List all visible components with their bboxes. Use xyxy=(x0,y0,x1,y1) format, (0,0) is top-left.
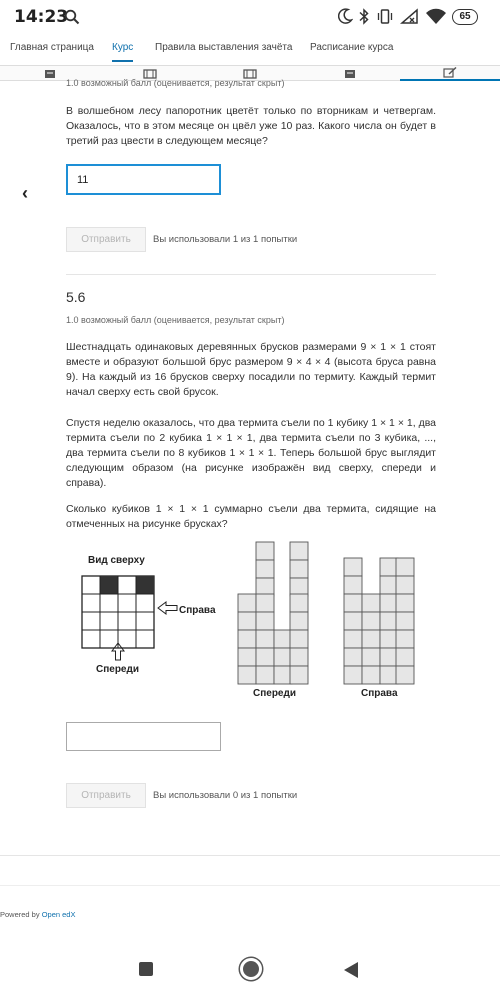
status-bar xyxy=(0,0,500,36)
problem-paragraph-3: Сколько кубиков 1 × 1 × 1 суммарно съели два термита, сидящие на отмеченных на рисунке брусках? xyxy=(66,503,436,530)
right-arrow-icon xyxy=(158,602,177,614)
submit-button[interactable]: Отправить xyxy=(66,783,146,808)
right-arrow-label: Справа xyxy=(179,605,216,616)
problem-paragraph-2: Спустя неделю оказалось, что два термита съели по 1 кубику 1 × 1 × 1, два термита съели по 2 кубика 1 × 1 × 1, два термита съели по 3 кубика, ..., два термита съели по 8 кубиков 1 × 1 × 1. Теперь большой брус выглядит следующим образом (на рисунке изображён вид сверху, спереди и справа). xyxy=(66,417,436,489)
prev-problem-points: 1.0 возможный балл (оценивается, результат скрыт) xyxy=(66,78,285,88)
prev-answer-input[interactable]: 11 xyxy=(66,164,221,195)
course-nav-tabs xyxy=(0,38,500,60)
prev-problem-question: В волшебном лесу папоротник цветёт только по вторникам и четвергам. Оказалось, что в этом месяце он цвёл уже 10 раз. Какого числа он будет в третий раз цвести в следующем месяце? xyxy=(66,105,436,147)
marked-cell xyxy=(136,576,154,594)
problem-paragraph-1: Шестнадцать одинаковых деревянных брусков размерами 9 × 1 × 1 стоят вместе и образуют большой брус размером 9 × 4 × 4 (высота бруса равна 9). На каждый из 16 брусков сверху посадили по термиту. Каждый термит начал сверху есть свой брусок. xyxy=(66,341,436,398)
prev-submit-button[interactable]: Отправить xyxy=(66,227,146,252)
powered-by-text: Powered by xyxy=(0,910,42,919)
vibrate-icon xyxy=(377,8,393,25)
content-bottom-divider xyxy=(0,855,500,856)
search-icon xyxy=(64,9,80,25)
footer-divider xyxy=(0,885,500,886)
problem-points: 1.0 возможный балл (оценивается, результат скрыт) xyxy=(66,315,285,325)
top-view-grid xyxy=(82,576,154,648)
prev-attempts-text: Вы использовали 1 из 1 попытки xyxy=(153,234,298,245)
tab-home[interactable]: Главная страница xyxy=(10,42,94,53)
problem-figure xyxy=(70,536,440,706)
recent-apps-icon[interactable] xyxy=(139,962,153,976)
footer-powered-by xyxy=(0,910,75,919)
bluetooth-icon xyxy=(358,8,370,25)
book-icon xyxy=(344,69,356,79)
tab-grading-rules[interactable]: Правила выставления зачёта xyxy=(155,42,293,53)
signal-x-icon xyxy=(400,8,418,25)
front-view xyxy=(238,542,308,684)
front-arrow-label: Спереди xyxy=(96,664,139,675)
battery-indicator: 65 xyxy=(452,9,478,25)
tab-course[interactable]: Курс xyxy=(112,42,134,53)
sequence-item-5[interactable] xyxy=(400,66,500,81)
sequence-item-4[interactable] xyxy=(300,66,400,81)
tab-schedule[interactable]: Расписание курса xyxy=(310,42,394,53)
answer-input[interactable] xyxy=(66,722,221,751)
moon-icon xyxy=(338,8,353,25)
back-icon[interactable] xyxy=(344,962,358,978)
right-view xyxy=(344,558,414,684)
video-icon xyxy=(143,69,157,79)
edit-icon xyxy=(443,67,457,78)
front-caption: Спереди xyxy=(253,688,296,699)
marked-cell xyxy=(100,576,118,594)
attempts-text: Вы использовали 0 из 1 попытки xyxy=(153,790,298,801)
right-caption: Справа xyxy=(361,688,398,699)
wifi-icon xyxy=(425,8,447,25)
previous-unit-chevron-icon[interactable]: ‹ xyxy=(22,183,28,203)
video-icon xyxy=(243,69,257,79)
top-view-label: Вид сверху xyxy=(88,555,145,566)
book-icon xyxy=(44,69,56,79)
problem-divider xyxy=(66,274,436,275)
clock: 14:23 xyxy=(14,7,69,27)
problem-number: 5.6 xyxy=(66,289,86,305)
open-edx-link[interactable]: Open edX xyxy=(41,910,76,919)
home-icon[interactable] xyxy=(240,958,262,980)
